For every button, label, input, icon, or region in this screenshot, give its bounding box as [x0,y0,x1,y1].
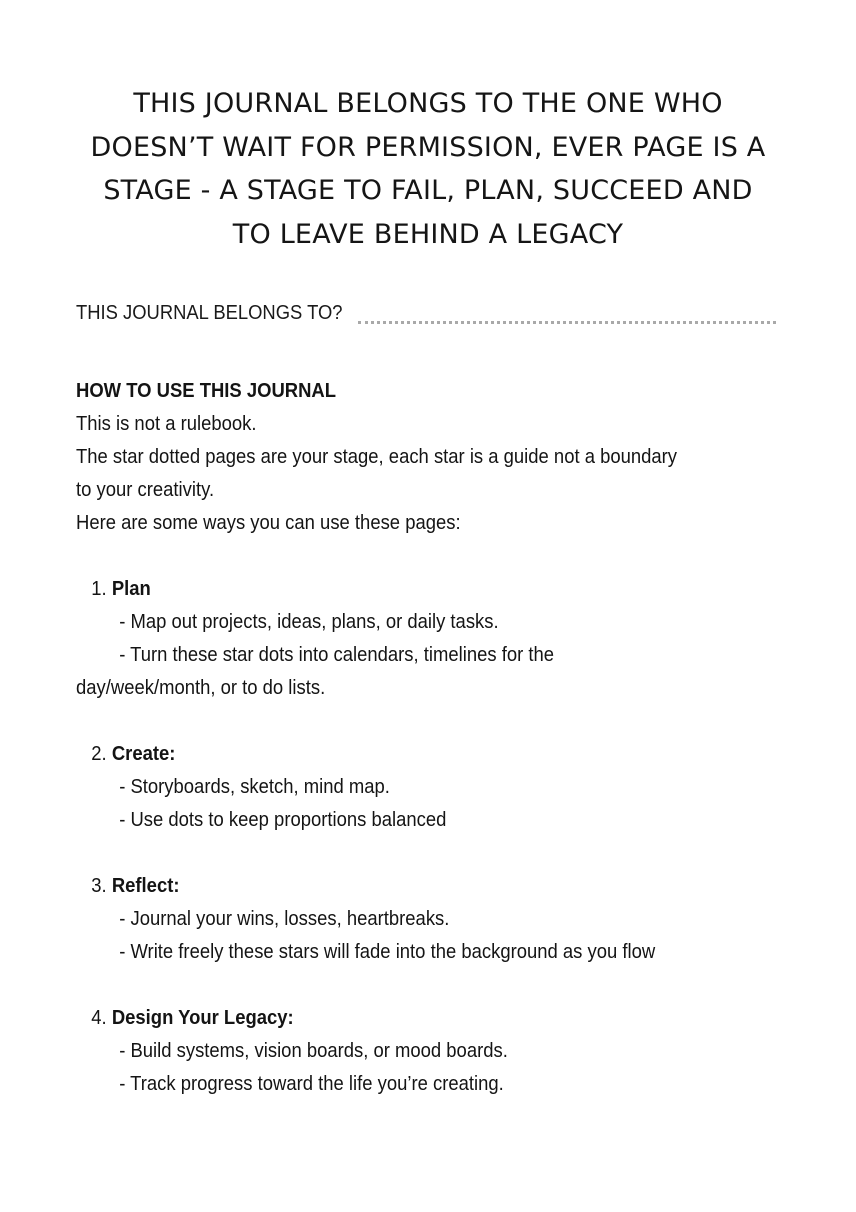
intro-line: This is not a rulebook. [76,412,257,435]
list-item-title [76,869,706,902]
list-item-point: - Turn these star dots into calendars, timelines for the [119,643,555,666]
list-item-point: - Journal your wins, losses, heartbreaks. [119,907,450,930]
title-line: THIS JOURNAL BELONGS TO THE ONE WHO [133,88,723,119]
owner-label: THIS JOURNAL BELONGS TO? [76,302,343,324]
list-item-point: - Map out projects, ideas, plans, or daily tasks. [119,610,499,633]
title-line: TO LEAVE BEHIND A LEGACY [232,218,624,250]
list-item-number: 1. [91,577,107,600]
list-item-title [76,737,706,770]
how-to-use-section [76,374,776,1100]
section-heading: HOW TO USE THIS JOURNAL [76,379,337,402]
owner-row [76,296,776,326]
intro-line: Here are some ways you can use these pages: [76,511,461,534]
title-line: DOESN’T WAIT FOR PERMISSION, EVER PAGE IS A [90,131,766,163]
intro-line: The star dotted pages are your stage, each star is a guide not a boundary [76,445,678,468]
list-item-label: Create: [111,742,176,765]
list-item-number: 3. [91,874,107,897]
list-item-title [76,1001,706,1034]
list-item-point: - Build systems, vision boards, or mood boards. [119,1039,508,1062]
page-title [60,82,796,256]
list-item-point: - Storyboards, sketch, mind map. [119,775,390,798]
list-item-number: 4. [91,1006,107,1029]
title-line: STAGE - A STAGE TO FAIL, PLAN, SUCCEED AND [103,175,753,206]
list-item-label: Reflect: [111,874,180,897]
list-item-label: Plan [111,577,151,600]
owner-name-field[interactable] [358,321,776,324]
list-item-number: 2. [91,742,107,765]
list-item-point: - Use dots to keep proportions balanced [119,808,447,831]
list-item-point-continuation: day/week/month, or to do lists. [76,676,326,699]
list-item-point: - Track progress toward the life you’re creating. [119,1072,504,1095]
list-item-title [76,572,706,605]
list-item-point: - Write freely these stars will fade into the background as you flow [119,940,656,963]
intro-line: to your creativity. [76,478,215,501]
list-item-label: Design Your Legacy: [111,1006,294,1029]
